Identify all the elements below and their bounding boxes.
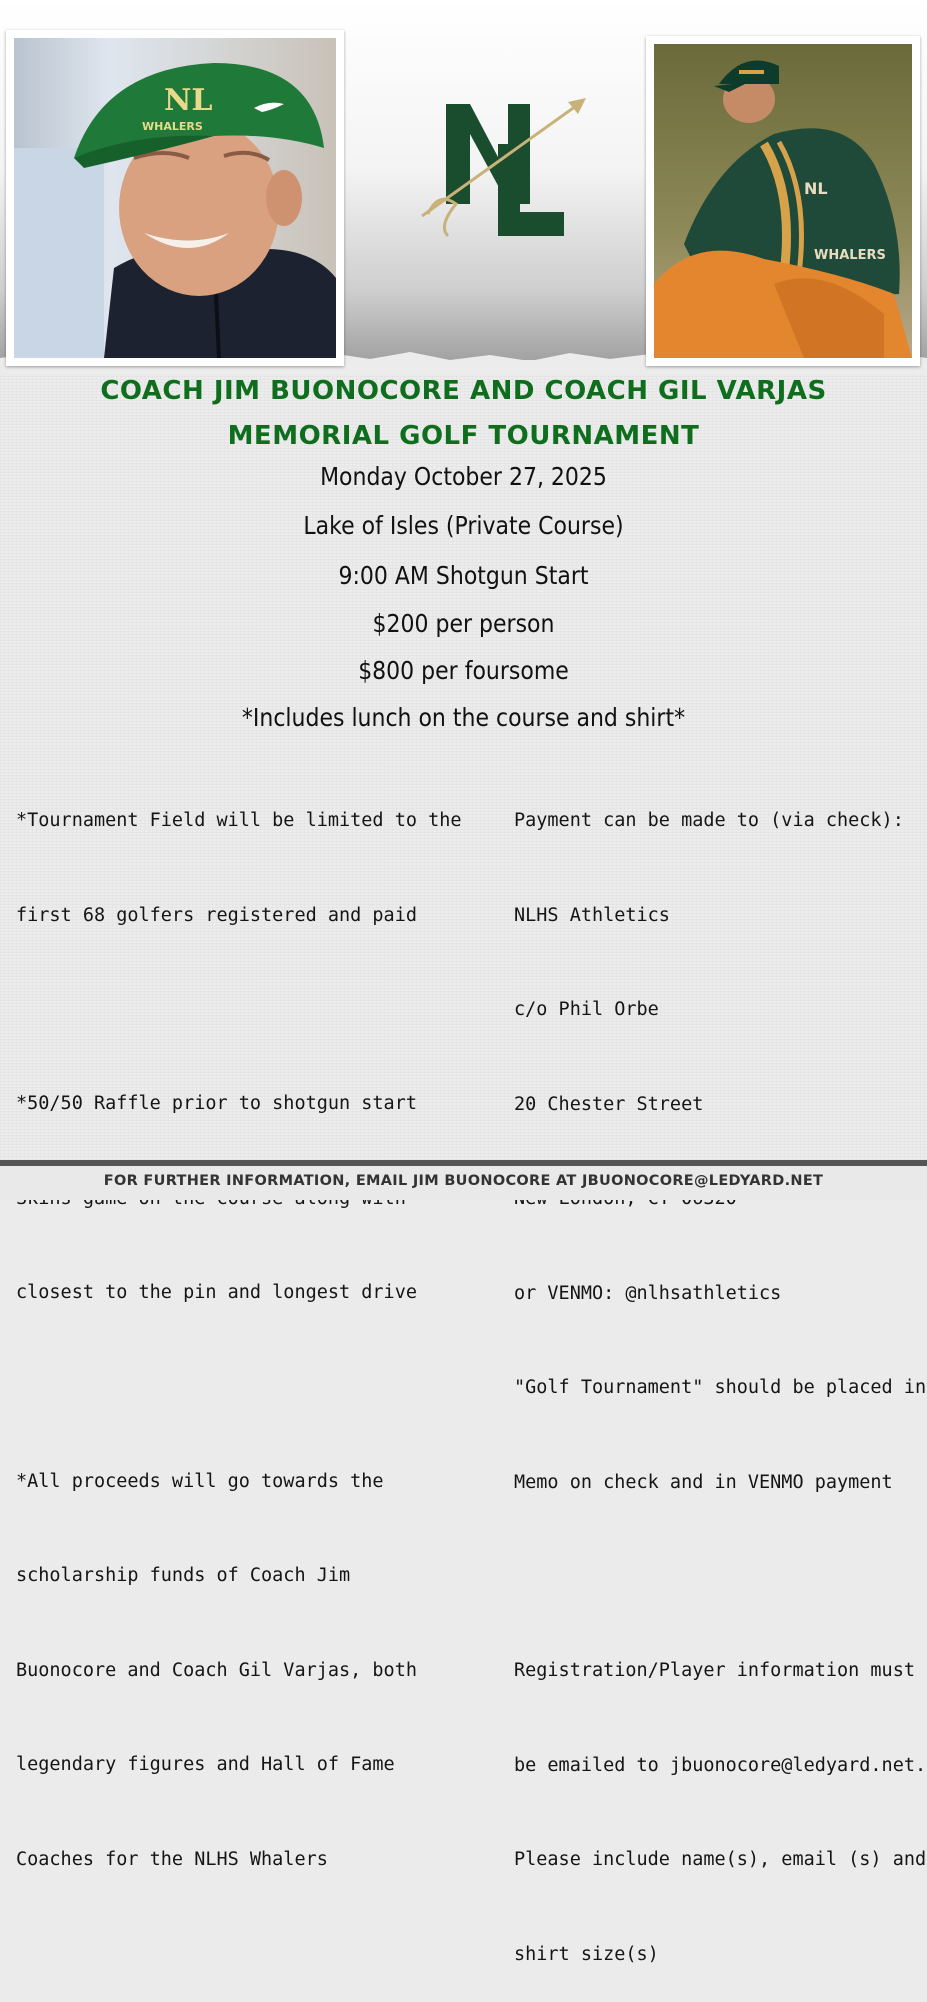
title-line-2: MEMORIAL GOLF TOURNAMENT [227, 421, 700, 451]
svg-text:WHALERS: WHALERS [814, 248, 886, 263]
proceeds-line-3: Buonocore and Coach Gil Varjas, both [16, 1659, 417, 1681]
payment-line-4: 20 Chester Street [514, 1093, 704, 1115]
payment-memo-line-2: Memo on check and in VENMO payment [514, 1471, 893, 1493]
price-per-person: $200 per person [372, 609, 555, 638]
registration-line-4: shirt size(s) [514, 1943, 659, 1965]
footer-contact: FOR FURTHER INFORMATION, EMAIL JIM BUONOCORE AT JBUONOCORE@LEDYARD.NET [0, 1166, 927, 1200]
payment-memo-line-1: "Golf Tournament" should be placed in [514, 1377, 927, 1398]
proceeds-line-1: *All proceeds will go towards the [16, 1470, 384, 1492]
coach-photo-left [6, 30, 344, 366]
svg-text:NL: NL [164, 83, 213, 118]
field-limit-line-2: first 68 golfers registered and paid [16, 904, 417, 926]
details-right-column [514, 742, 926, 2002]
raffle-line-1: *50/50 Raffle prior to shotgun start [16, 1093, 417, 1114]
payment-line-2: NLHS Athletics [514, 904, 670, 926]
details-left-column [16, 742, 462, 1907]
nl-whalers-logo [408, 96, 588, 246]
event-date: Monday October 27, 2025 [320, 462, 607, 491]
registration-line-3: Please include name(s), email (s) and [514, 1849, 927, 1870]
svg-text:NL: NL [804, 179, 828, 198]
payment-venmo: or VENMO: @nlhsathletics [514, 1282, 782, 1304]
payment-line-3: c/o Phil Orbe [514, 999, 659, 1020]
includes-note: *Includes lunch on the course and shirt* [241, 703, 686, 732]
event-venue: Lake of Isles (Private Course) [303, 511, 624, 540]
proceeds-line-4: legendary figures and Hall of Fame [16, 1754, 395, 1775]
svg-text:WHALERS: WHALERS [142, 120, 203, 133]
price-per-foursome: $800 per foursome [358, 656, 569, 685]
event-start-time: 9:00 AM Shotgun Start [338, 561, 589, 590]
registration-email-line: be emailed to jbuonocore@ledyard.net. [514, 1754, 927, 1776]
proceeds-line-5: Coaches for the NLHS Whalers [16, 1848, 328, 1870]
coach-photo-right [646, 36, 920, 366]
raffle-line-3: closest to the pin and longest drive [16, 1282, 417, 1303]
payment-line-1: Payment can be made to (via check): [514, 810, 904, 831]
proceeds-line-2: scholarship funds of Coach Jim [16, 1565, 351, 1586]
title-line-1: COACH JIM BUONOCORE AND COACH GIL VARJAS [100, 376, 827, 406]
registration-line-1: Registration/Player information must [514, 1660, 915, 1681]
field-limit-line-1: *Tournament Field will be limited to the [16, 810, 462, 831]
